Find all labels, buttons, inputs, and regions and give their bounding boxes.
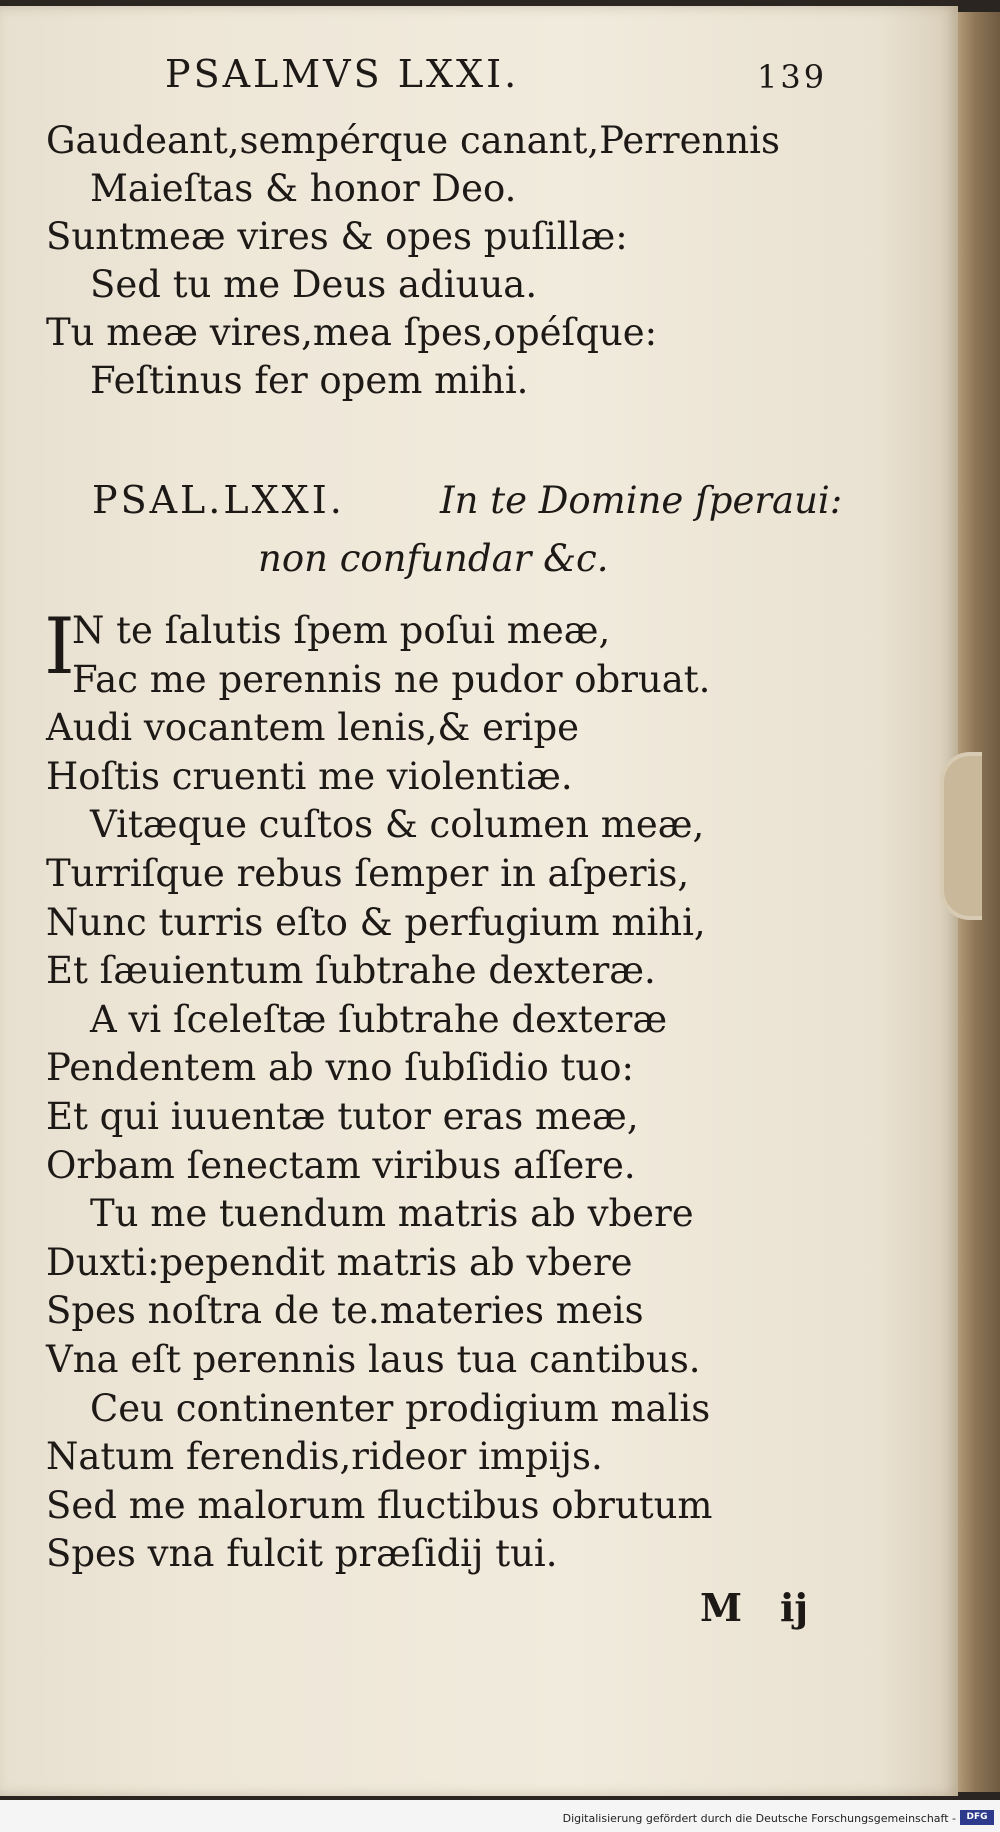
signature-number: ij — [780, 1585, 809, 1630]
verse-line: Feſtinus fer opem mihi. — [90, 359, 529, 402]
verse-line: Et qui iuuentæ tutor eras meæ, — [46, 1095, 639, 1138]
verse-line: Hoſtis cruenti me violentiæ. — [46, 755, 573, 798]
verse-line: N te ſalutis ſpem poſui meæ, — [72, 609, 611, 652]
verse-line: Sed tu me Deus adiuua. — [90, 263, 538, 306]
verse-line: Tu meæ vires,mea ſpes,opéſque: — [46, 311, 658, 354]
footer-credit: Digitalisierung gefördert durch die Deutsche Forschungsgemeinschaft - — [562, 1812, 956, 1825]
verse-line: Sed me malorum fluctibus obrutum — [46, 1484, 713, 1527]
verse-line: Fac me perennis ne pudor obruat. — [72, 658, 711, 701]
verse-line: Tu me tuendum matris ab vbere — [90, 1192, 694, 1235]
verse-line: Duxti:pependit matris ab vbere — [46, 1241, 633, 1284]
verse-line: Spes vna fulcit præſidij tui. — [46, 1532, 558, 1575]
verse-line: Natum ferendis,rideor impijs. — [46, 1435, 603, 1478]
initial-letter: I — [44, 602, 75, 692]
verse-line: Suntmeæ vires & opes puſillæ: — [46, 215, 628, 258]
verse-line: Et ſæuientum ſubtrahe dexteræ. — [46, 949, 656, 992]
running-title: PSALMVS LXXI. — [165, 52, 520, 96]
signature-letter: M — [700, 1585, 743, 1630]
page-tab-marker — [940, 752, 982, 920]
verse-line: Turriſque rebus ſemper in aſperis, — [46, 852, 690, 895]
verse-line: Ceu continenter prodigium malis — [90, 1387, 711, 1430]
verse-line: Vitæque cuſtos & columen meæ, — [90, 803, 705, 846]
incipit-line-1: In te Domine ſperaui: — [440, 479, 843, 522]
verse-line: Maieſtas & honor Deo. — [90, 167, 517, 210]
verse-line: Vna eſt perennis laus tua cantibus. — [46, 1338, 701, 1381]
verse-line: Orbam ſenectam viribus aſſere. — [46, 1144, 636, 1187]
verse-line: Gaudeant,sempérque canant,Perrennis — [46, 119, 780, 162]
dfg-logo: DFG — [960, 1810, 994, 1825]
verse-line: Audi vocantem lenis,& eripe — [46, 706, 580, 749]
verse-line: Pendentem ab vno ſubſidio tuo: — [46, 1046, 634, 1089]
section-label: PSAL.LXXI. — [92, 478, 345, 522]
incipit-line-2: non confundar &c. — [258, 537, 609, 580]
verse-line: A vi ſceleſtæ ſubtrahe dexteræ — [90, 998, 668, 1041]
verse-line: Nunc turris eſto & perfugium mihi, — [46, 901, 706, 944]
page-number: 139 — [757, 58, 828, 96]
verse-line: Spes noſtra de te.materies meis — [46, 1289, 644, 1332]
